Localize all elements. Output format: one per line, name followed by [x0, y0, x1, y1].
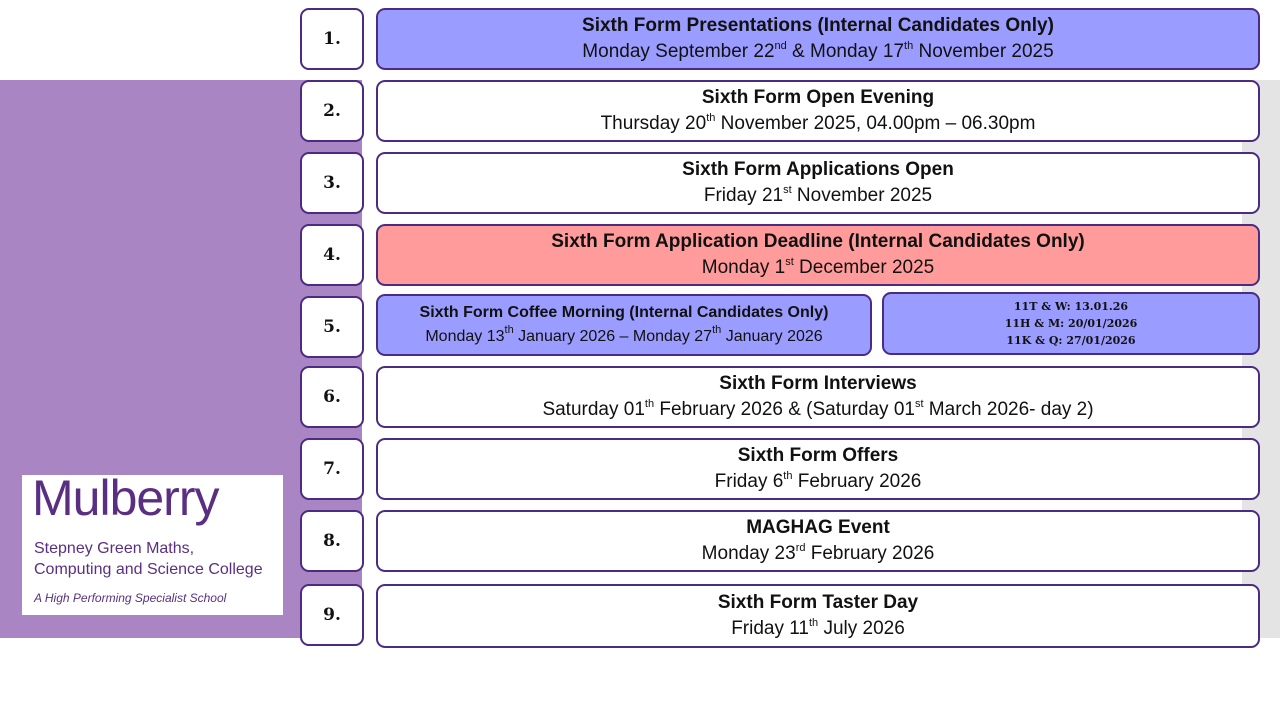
event-title: Sixth Form Applications Open	[682, 159, 954, 180]
event-maghag	[376, 510, 1260, 572]
row-number: 1.	[300, 8, 364, 70]
event-date: Friday 6th February 2026	[714, 470, 922, 492]
row-number: 7.	[300, 438, 364, 500]
event-date: Thursday 20th November 2025, 04.00pm – 06.30pm	[600, 112, 1036, 134]
event-applications-open	[376, 152, 1260, 214]
event-date: Monday 23rd February 2026	[701, 542, 935, 564]
row-number: 3.	[300, 152, 364, 214]
event-date: Monday September 22nd & Monday 17th November 2025	[582, 40, 1054, 62]
event-coffee-morning	[376, 294, 872, 356]
event-presentations	[376, 8, 1260, 70]
event-interviews	[376, 366, 1260, 428]
logo-subtitle: Stepney Green Maths, Computing and Science College	[34, 540, 263, 578]
event-title: Sixth Form Coffee Morning (Internal Candidates Only)	[419, 304, 829, 321]
event-open-evening	[376, 80, 1260, 142]
event-date: Monday 13th January 2026 – Monday 27th January 2026	[425, 324, 823, 345]
event-taster-day	[376, 584, 1260, 648]
event-title: Sixth Form Application Deadline (Internal Candidates Only)	[551, 231, 1085, 252]
school-logo	[22, 470, 283, 615]
logo-tagline: A High Performing Specialist School	[34, 591, 227, 605]
event-title: Sixth Form Taster Day	[717, 592, 919, 613]
logo-brand: Mulberry	[32, 470, 219, 526]
event-title: MAGHAG Event	[746, 517, 890, 538]
event-application-deadline	[376, 224, 1260, 286]
row-number: 8.	[300, 510, 364, 572]
group-date: 11T & W: 13.01.26	[1013, 300, 1129, 313]
event-date: Saturday 01th February 2026 & (Saturday 01st March 2026- day 2)	[542, 398, 1094, 420]
row-number: 2.	[300, 80, 364, 142]
group-date: 11H & M: 20/01/2026	[1004, 317, 1138, 330]
group-date: 11K & Q: 27/01/2026	[1006, 334, 1136, 347]
row-number: 4.	[300, 224, 364, 286]
event-date: Monday 1st December 2025	[701, 256, 935, 278]
event-title: Sixth Form Open Evening	[701, 87, 935, 108]
row-number: 9.	[300, 584, 364, 646]
event-date: Friday 21st November 2025	[703, 184, 933, 206]
event-offers	[376, 438, 1260, 500]
coffee-morning-groups	[882, 292, 1260, 355]
event-date: Friday 11th July 2026	[731, 617, 905, 639]
event-title: Sixth Form Interviews	[719, 373, 917, 394]
event-title: Sixth Form Offers	[737, 445, 899, 466]
row-number: 6.	[300, 366, 364, 428]
event-title: Sixth Form Presentations (Internal Candidates Only)	[582, 15, 1054, 36]
row-number: 5.	[300, 296, 364, 358]
